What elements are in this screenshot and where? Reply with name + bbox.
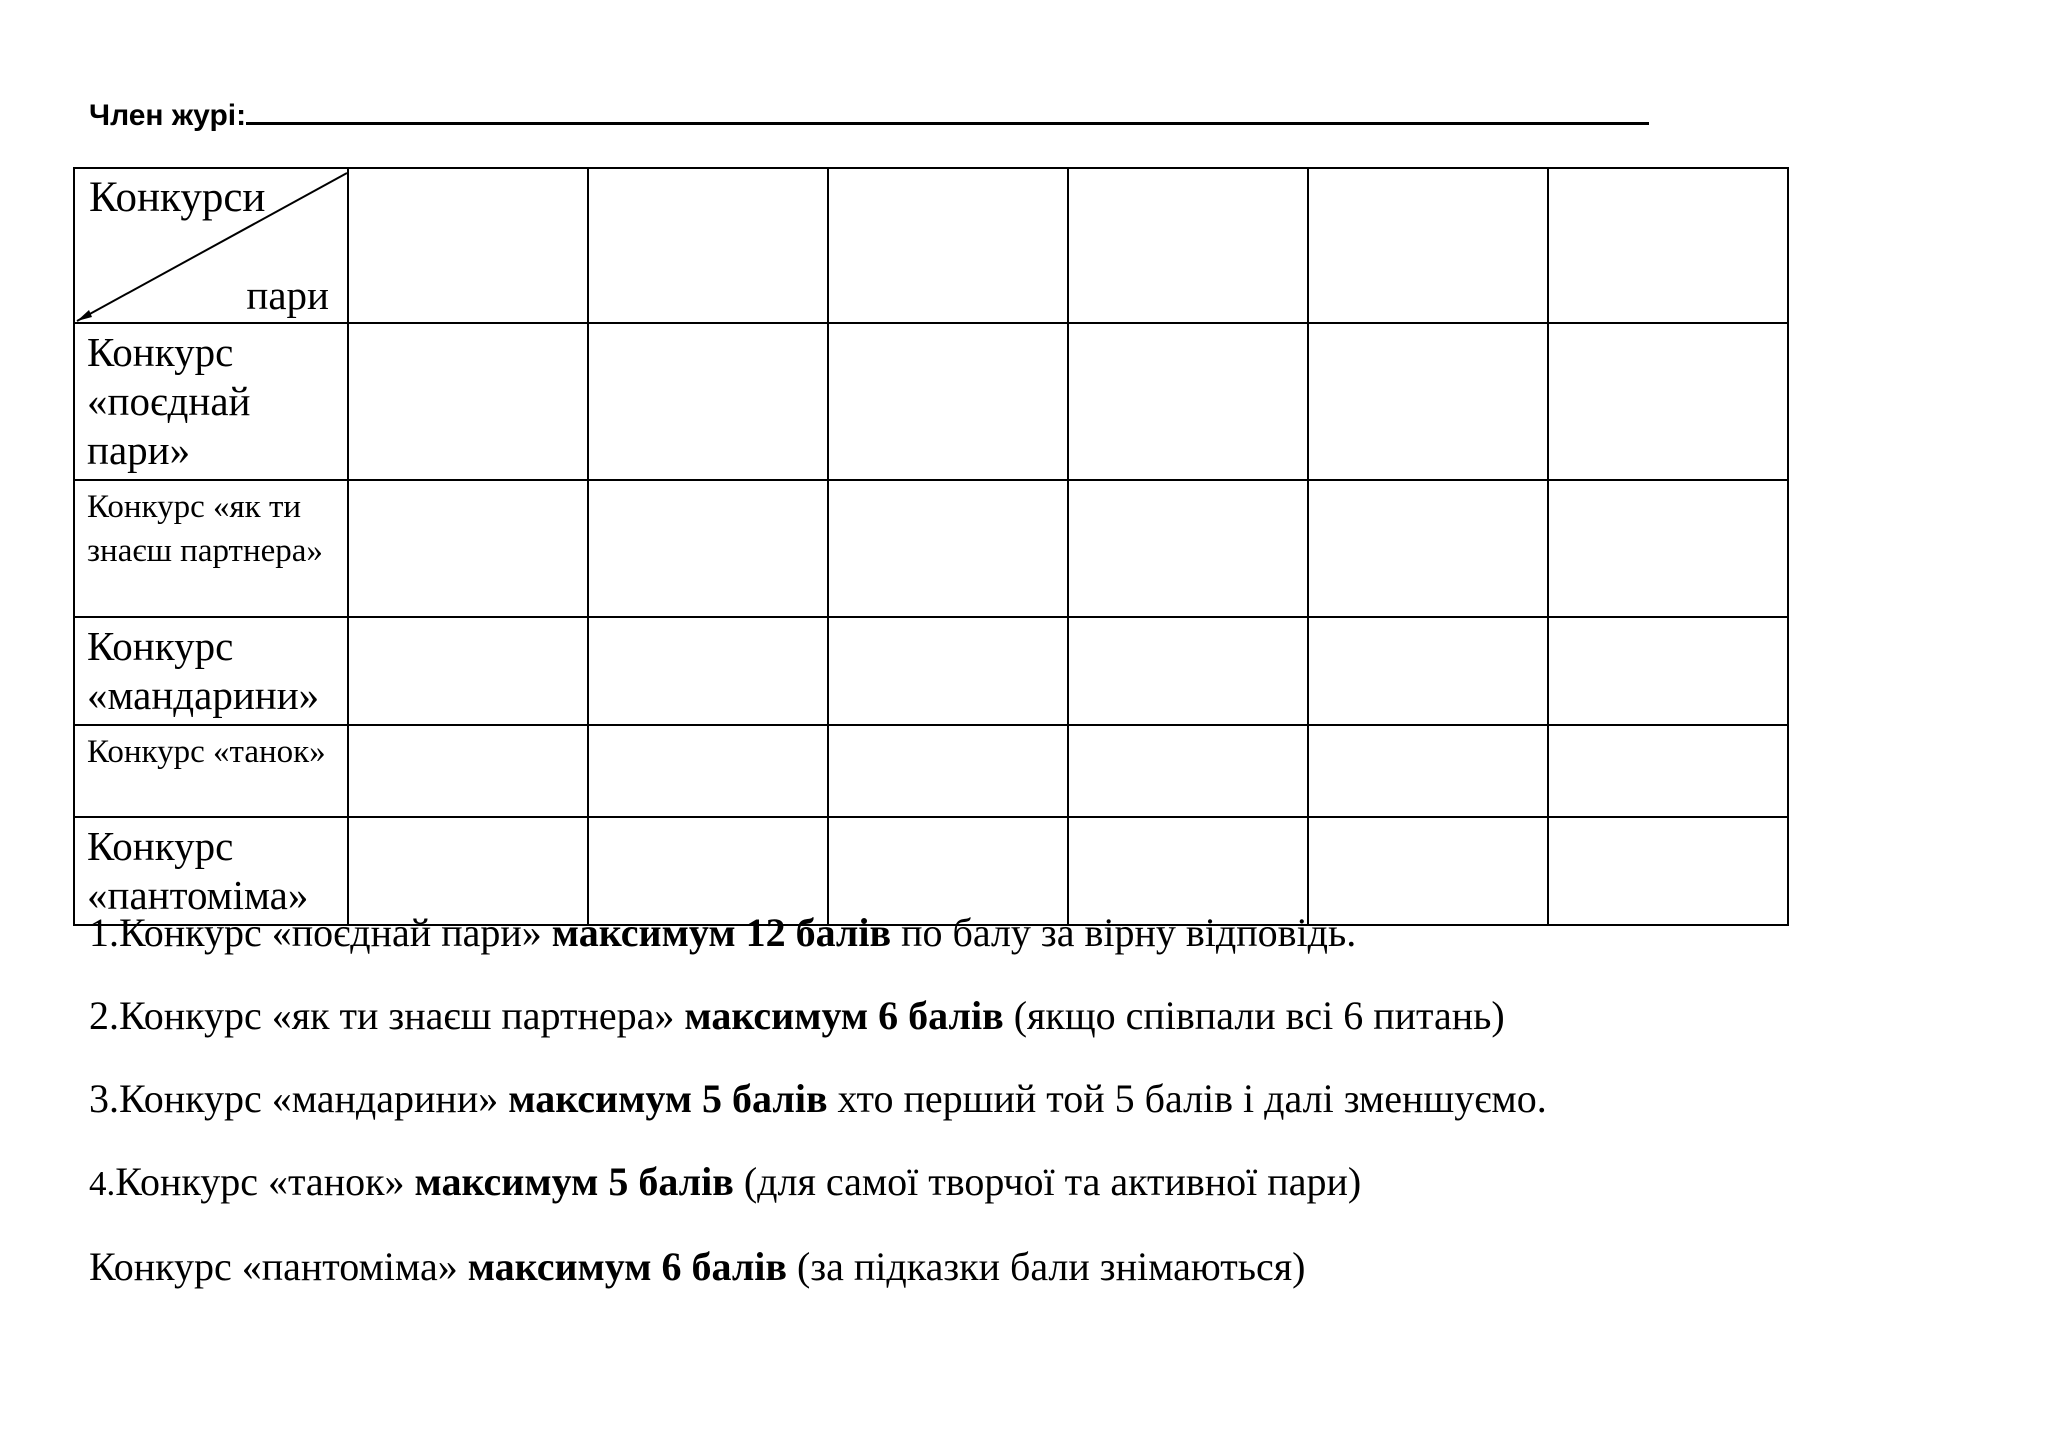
score-cell[interactable] <box>1068 617 1308 725</box>
corner-cell <box>74 168 348 323</box>
score-table <box>73 167 1789 926</box>
pair-header-cell[interactable] <box>1068 168 1308 323</box>
pair-header-cell[interactable] <box>1548 168 1788 323</box>
rule-text: Конкурс «танок» <box>115 1159 415 1204</box>
contest-label: Конкурс «пантоміма» <box>74 817 348 925</box>
score-cell[interactable] <box>828 323 1068 480</box>
score-cell[interactable] <box>588 817 828 925</box>
score-cell[interactable] <box>348 323 588 480</box>
score-cell[interactable] <box>588 480 828 617</box>
rule-text: 2.Конкурс «як ти знаєш партнера» <box>89 993 685 1038</box>
score-cell[interactable] <box>588 617 828 725</box>
rule-note: (якщо співпали всі 6 питань) <box>1003 993 1505 1038</box>
score-cell[interactable] <box>1068 817 1308 925</box>
rule-item <box>89 1076 1547 1122</box>
score-cell[interactable] <box>1068 480 1308 617</box>
scoring-rules <box>89 910 1547 1327</box>
score-cell[interactable] <box>1068 725 1308 817</box>
score-cell[interactable] <box>1548 817 1788 925</box>
table-row <box>74 480 1788 617</box>
contest-label: Конкурс «поєднай пари» <box>74 323 348 480</box>
rule-item <box>89 1159 1547 1207</box>
rule-item <box>89 993 1547 1039</box>
score-cell[interactable] <box>1308 817 1548 925</box>
rule-text: 3.Конкурс «мандарини» <box>89 1076 509 1121</box>
table-row <box>74 817 1788 925</box>
rule-max-score: максимум 5 балів <box>508 1076 828 1121</box>
rule-note: по балу за вірну відповідь. <box>891 910 1357 955</box>
rule-number: 4. <box>89 1164 116 1203</box>
table-header-row <box>74 168 1788 323</box>
pair-header-cell[interactable] <box>1308 168 1548 323</box>
pair-header-cell[interactable] <box>588 168 828 323</box>
rule-text: Конкурс «пантоміма» <box>89 1244 468 1289</box>
contest-label: Конкурс «танок» <box>74 725 348 817</box>
score-cell[interactable] <box>1548 323 1788 480</box>
rule-note: (за підказки бали знімаються) <box>787 1244 1306 1289</box>
rule-max-score: максимум 5 балів <box>414 1159 734 1204</box>
score-cell[interactable] <box>828 617 1068 725</box>
score-cell[interactable] <box>1548 725 1788 817</box>
score-cell[interactable] <box>1308 725 1548 817</box>
table-row <box>74 725 1788 817</box>
table-row <box>74 617 1788 725</box>
rule-item <box>89 1244 1547 1290</box>
rule-max-score: максимум 6 балів <box>467 1244 787 1289</box>
rule-max-score: максимум 6 балів <box>684 993 1004 1038</box>
score-cell[interactable] <box>348 480 588 617</box>
score-cell[interactable] <box>1308 323 1548 480</box>
score-cell[interactable] <box>588 725 828 817</box>
score-cell[interactable] <box>828 725 1068 817</box>
score-cell[interactable] <box>348 617 588 725</box>
rule-note: хто перший той 5 балів і далі зменшуємо. <box>827 1076 1547 1121</box>
rule-note: (для самої творчої та активної пари) <box>733 1159 1362 1204</box>
score-cell[interactable] <box>1548 617 1788 725</box>
score-cell[interactable] <box>1068 323 1308 480</box>
table-row <box>74 323 1788 480</box>
score-cell[interactable] <box>828 480 1068 617</box>
pair-header-cell[interactable] <box>828 168 1068 323</box>
rule-item <box>89 910 1547 956</box>
pair-header-cell[interactable] <box>348 168 588 323</box>
score-cell[interactable] <box>588 323 828 480</box>
judge-name-blank <box>246 94 1649 125</box>
judge-signature-line <box>89 94 1649 133</box>
judge-label: Член журі: <box>89 99 247 132</box>
score-cell[interactable] <box>348 817 588 925</box>
contest-label: Конкурс «як ти знаєш партнера» <box>74 480 348 617</box>
score-cell[interactable] <box>1548 480 1788 617</box>
score-cell[interactable] <box>1308 480 1548 617</box>
rule-text: 1.Конкурс «поєднай пари» <box>89 910 552 955</box>
contest-label: Конкурс «мандарини» <box>74 617 348 725</box>
score-cell[interactable] <box>828 817 1068 925</box>
rule-max-score: максимум 12 балів <box>551 910 892 955</box>
corner-label-contests: Конкурси <box>89 174 266 221</box>
corner-label-pairs: пари <box>246 272 329 318</box>
score-cell[interactable] <box>1308 617 1548 725</box>
score-cell[interactable] <box>348 725 588 817</box>
